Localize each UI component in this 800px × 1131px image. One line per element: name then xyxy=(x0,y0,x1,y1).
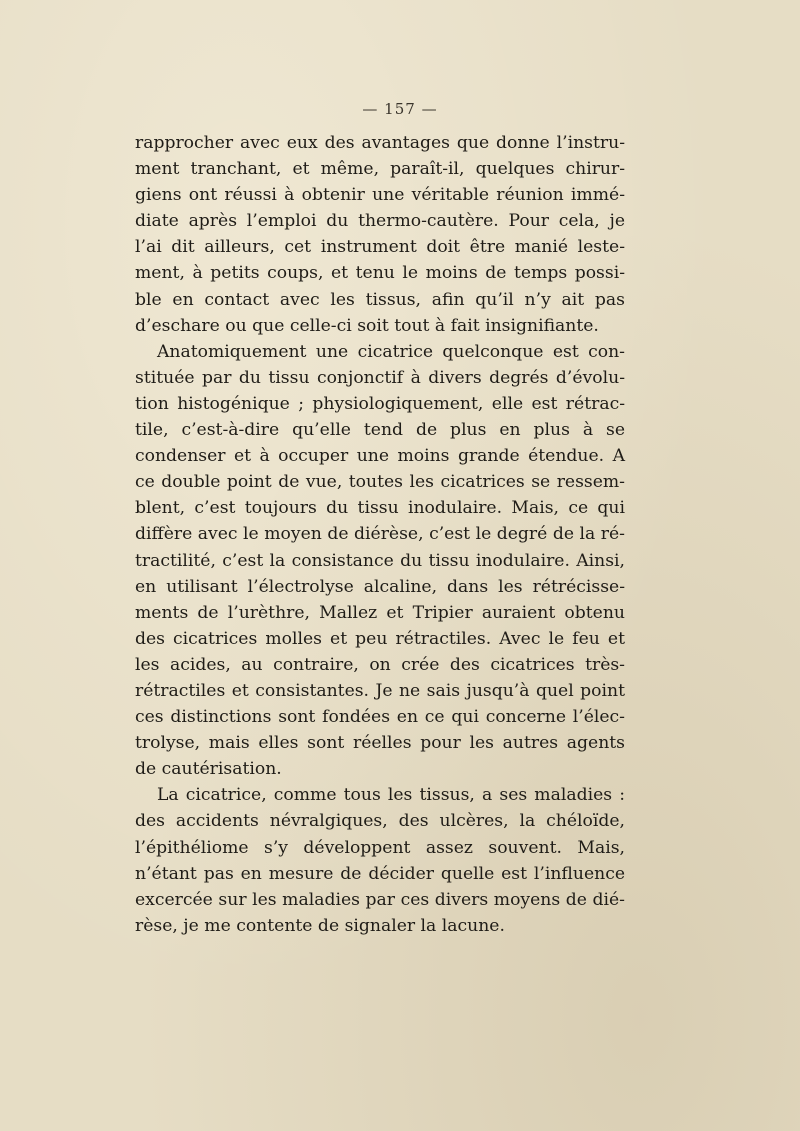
text-line: tractilité, c’est la consistance du tissu inodulaire. Ainsi, xyxy=(135,550,625,571)
text-line: l’épithéliome s’y développent assez souvent. Mais, xyxy=(135,837,625,858)
text-line: diate après l’emploi du thermo-cautère. Pour cela, je xyxy=(135,211,625,232)
text-line: ces distinctions sont fondées en ce qui concerne l’élec- xyxy=(135,707,625,728)
text-line: l’ai dit ailleurs, cet instrument doit être manié leste- xyxy=(135,237,625,258)
text-line: ce double point de vue, toutes les cicatrices se ressem- xyxy=(135,472,625,493)
page-number: — 157 — xyxy=(362,100,438,118)
text-line: tile, c’est-à-dire qu’elle tend de plus en plus à se xyxy=(135,420,625,441)
text-line: n’étant pas en mesure de décider quelle est l’influence xyxy=(135,863,625,884)
body-text xyxy=(135,130,625,939)
text-line: excercée sur les maladies par ces divers moyens de dié- xyxy=(135,889,625,910)
text-line: en utilisant l’électrolyse alcaline, dans les rétrécisse- xyxy=(135,576,625,597)
text-line: rèse, je me contente de signaler la lacune. xyxy=(135,915,505,936)
text-line: condenser et à occuper une moins grande étendue. A xyxy=(135,446,625,467)
text-line: rapprocher avec eux des avantages que donne l’instru- xyxy=(135,133,625,153)
text-line: blent, c’est toujours du tissu inodulaire. Mais, ce qui xyxy=(135,498,625,519)
text-line: ment tranchant, et même, paraît-il, quelques chirur- xyxy=(135,159,625,180)
text-line: La cicatrice, comme tous les tissus, a ses maladies : xyxy=(157,785,625,806)
text-line: de cautérisation. xyxy=(135,759,282,780)
text-line: giens ont réussi à obtenir une véritable réunion immé- xyxy=(135,185,625,206)
text-line: des accidents névralgiques, des ulcères, la chéloïde, xyxy=(135,811,625,832)
text-line: rétractiles et consistantes. Je ne sais jusqu’à quel point xyxy=(135,680,625,701)
text-line: diffère avec le moyen de diérèse, c’est le degré de la ré- xyxy=(135,524,625,545)
text-line: ment, à petits coups, et tenu le moins de temps possi- xyxy=(135,263,625,284)
text-line: stituée par du tissu conjonctif à divers degrés d’évolu- xyxy=(135,367,625,388)
text-line: d’eschare ou que celle-ci soit tout à fait insignifiante. xyxy=(135,315,599,336)
text-line: ments de l’urèthre, Mallez et Tripier auraient obtenu xyxy=(135,602,625,623)
text-line: tion histogénique ; physiologiquement, elle est rétrac- xyxy=(135,393,625,414)
text-line: ble en contact avec les tissus, afin qu’il n’y ait pas xyxy=(135,289,625,310)
text-line: les acides, au contraire, on crée des cicatrices très- xyxy=(135,654,625,675)
text-line: Anatomiquement une cicatrice quelconque est con- xyxy=(157,341,625,362)
text-line: des cicatrices molles et peu rétractiles. Avec le feu et xyxy=(135,628,625,649)
text-line: trolyse, mais elles sont réelles pour les autres agents xyxy=(135,733,625,754)
